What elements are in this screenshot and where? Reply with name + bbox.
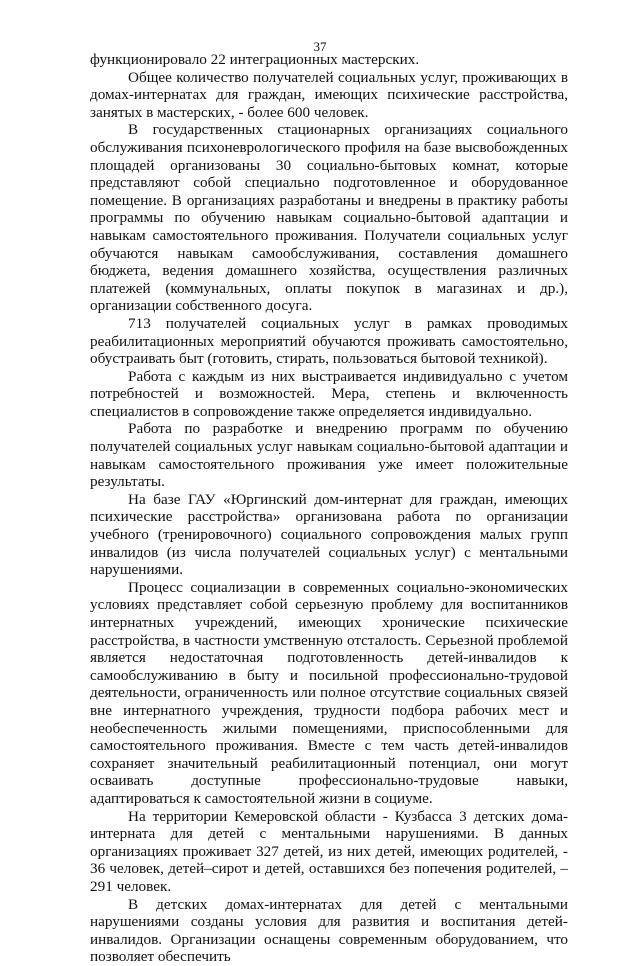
paragraph-program-results: Работа по разработке и внедрению программ по обучению получателей социальных услуг навыкам социально-бытовой адаптации и навыкам самостоятельного проживания уже имеет положительные результаты. — [90, 420, 568, 491]
paragraph-kemerovo-region: На территории Кемеровской области - Кузбасса 3 детских дома-интерната для детей с ментальными нарушениями. В данных организациях проживает 327 детей, из них детей, имеющих родителей, - 36 человек, детей–сирот и детей, оставшихся без попечения родителей, – 291 человек. — [90, 807, 568, 895]
paragraph-childrens-homes: В детских домах-интернатах для детей с ментальными нарушениями созданы условия для развития и воспитания детей-инвалидов. Организации оснащены современным оборудованием, что позволяет обеспечить — [90, 895, 568, 966]
paragraph-social-household-rooms: В государственных стационарных организациях социального обслуживания психоневрологического профиля на базе высвобожденных площадей организованы 30 социально-бытовых комнат, которые представляют собой специально подготовленное и оборудованное помещение. В организациях разработаны и внедрены в практику работы программы по обучению навыкам социально-бытовой адаптации и навыкам самостоятельного проживания. Получатели социальных услуг обучаются навыкам самообслуживания, составления домашнего бюджета, ведения домашнего хозяйства, осуществления различных платежей (коммунальных, оплаты покупок в магазинах и др.), организации собственного досуга. — [90, 121, 568, 315]
paragraph-continuation: функционировало 22 интеграционных мастерских. — [90, 51, 420, 68]
document-body — [90, 51, 568, 966]
paragraph-713-recipients: 713 получателей социальных услуг в рамках проводимых реабилитационных мероприятий обучаются проживать самостоятельно, обустраивать быт (готовить, стирать, пользоваться бытовой техникой). — [90, 314, 568, 368]
paragraph-socialization-process: Процесс социализации в современных социально-экономических условиях представляет собой серьезную проблему для воспитанников интернатных учреждений, имеющих хронические психические расстройства, в частности умственную отсталость. Серьезной проблемой является недостаточная подготовленность детей-инвалидов к самообслуживанию в быту и посильной профессионально-трудовой деятельности, ограниченность или полное отсутствие социальных связей вне интернатного учреждения, трудности подбора рабочих мест и необеспеченность жилыми помещениями, приспособленными для самостоятельного проживания. Вместе с тем часть детей-инвалидов сохраняет значительный реабилитационный потенциал, они могут осваивать доступные профессионально-трудовые навыки, адаптироваться к самостоятельной жизни в социуме. — [90, 578, 568, 807]
paragraph-yurga-home: На базе ГАУ «Юргинский дом-интернат для граждан, имеющих психические расстройства» организована работа по организации учебного (тренировочного) социального сопровождения малых групп инвалидов (из числа получателей социальных услуг) с ментальными нарушениями. — [90, 490, 568, 579]
paragraph-recipients-in-workshops: Общее количество получателей социальных услуг, проживающих в домах-интернатах для граждан, имеющих психические расстройства, занятых в мастерских, - более 600 человек. — [90, 68, 568, 121]
page-number: 37 — [313, 39, 327, 54]
paragraph-individual-work: Работа с каждым из них выстраивается индивидуально с учетом потребностей и возможностей. Мера, степень и включенность специалистов в сопровождение также определяется индивидуально. — [90, 367, 568, 420]
